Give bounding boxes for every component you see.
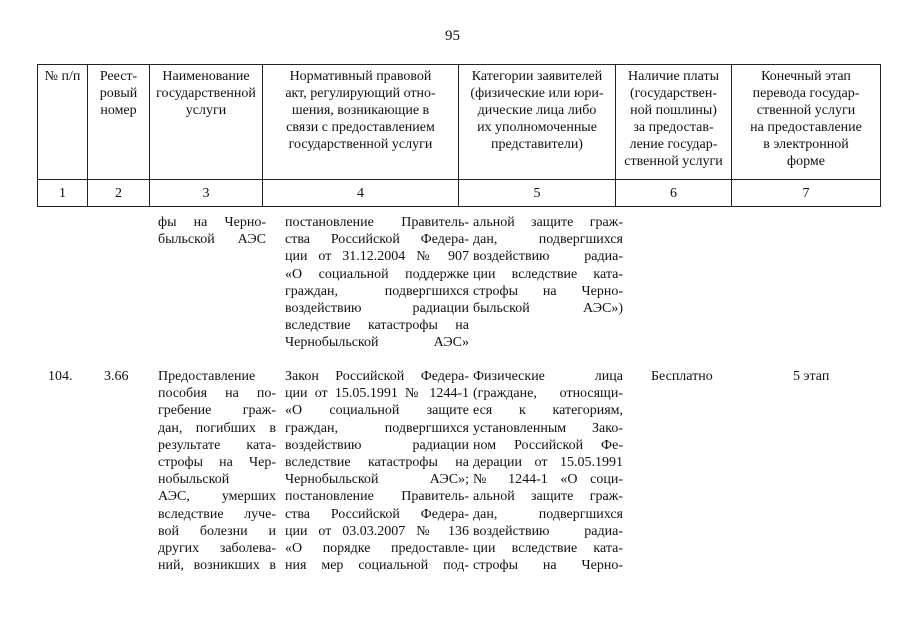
cell-text-line: гребение граж- — [158, 403, 276, 419]
header-line: ровый — [99, 86, 138, 101]
row-104-registry: 3.66 — [104, 369, 129, 384]
cell-text-line: установленным Зако- — [473, 420, 623, 436]
header-line: их уполномоченные — [477, 120, 597, 135]
row-104-legal-act-cell — [285, 368, 469, 574]
column-number: 5 — [459, 180, 616, 207]
header-line: Наличие платы — [627, 69, 720, 84]
cell-text-line: альной защите граж- — [473, 489, 623, 505]
cell-text-line: результате ката- — [158, 437, 276, 453]
cell-text-line: еся к категориям, — [473, 403, 623, 419]
cell-text-line: вследствие катастрофы на — [285, 318, 469, 334]
cell-text-line: ний, возникших в — [158, 558, 276, 574]
header-line: ление государ- — [629, 137, 718, 152]
cell-text-line: строфы на Черно- — [473, 283, 623, 299]
cell-text-line: Чернобыльской АЭС»; — [285, 472, 469, 488]
column-number: 4 — [263, 180, 459, 207]
header-line: Категории заявителей — [471, 69, 603, 84]
continuation-service-cell — [158, 214, 266, 248]
cell-text-line: АЭС, умерших — [158, 489, 276, 505]
header-line: (физические или юри- — [470, 86, 604, 101]
header-col-stage — [732, 65, 881, 180]
header-line: шения, возникающие в — [291, 103, 430, 118]
cell-text-line: Закон Российской Федера- — [285, 369, 469, 384]
header-line: за предостав- — [633, 120, 714, 135]
cell-text-line: № 1244-1 «О соци- — [473, 472, 623, 488]
header-line: дические лица либо — [477, 103, 597, 118]
cell-text-line: строфы на Черно- — [473, 558, 623, 574]
cell-text-line: воздействию радиации — [285, 300, 469, 316]
header-line: номер — [100, 103, 137, 118]
header-col-legal-act — [263, 65, 459, 180]
cell-text-line: дан, подвергшихся — [473, 232, 623, 248]
cell-text-line: постановление Правитель- — [285, 489, 469, 505]
column-number-row — [38, 180, 881, 207]
cell-text-line: «О порядке предоставле- — [285, 540, 469, 556]
header-line: акт, регулирующий отно- — [285, 86, 436, 101]
cell-text-line: ном Российской Фе- — [473, 437, 623, 453]
cell-text-line: воздействию радиации — [285, 437, 469, 453]
cell-text-line: Предоставление — [158, 369, 256, 384]
column-number: 6 — [616, 180, 732, 207]
header-line: связи с предоставлением — [286, 120, 435, 135]
header-line: Наименование — [162, 69, 250, 84]
header-col-registry — [88, 65, 150, 180]
row-104-number: 104. — [48, 369, 73, 384]
header-line: ной пошлины) — [630, 103, 717, 118]
cell-text-line: ства Российской Федера- — [285, 506, 469, 522]
continuation-legal-act-cell — [285, 214, 469, 352]
column-number: 1 — [38, 180, 88, 207]
header-line: представители) — [491, 137, 583, 152]
cell-text-line: быльской АЭС — [158, 232, 266, 248]
header-line: ственной услуги — [624, 154, 723, 169]
header-col-applicants — [459, 65, 616, 180]
column-number: 3 — [150, 180, 263, 207]
cell-text-line: строфы на Чер- — [158, 454, 276, 470]
header-line: Нормативный правовой — [289, 69, 432, 84]
cell-text-line: альной защите граж- — [473, 215, 623, 230]
cell-text-line: быльской АЭС») — [473, 300, 623, 316]
cell-text-line: ции от 03.03.2007 № 136 — [285, 523, 469, 539]
cell-text-line: граждан, подвергшихся — [285, 283, 469, 299]
header-line: государственной — [156, 86, 256, 101]
cell-text-line: дан, погибших в — [158, 420, 276, 436]
cell-text-line: дерации от 15.05.1991 — [473, 454, 623, 470]
header-line: № п/п — [44, 69, 81, 84]
header-line: ственной услуги — [756, 103, 856, 118]
row-104-stage: 5 этап — [793, 369, 830, 384]
header-line: (государствен- — [629, 86, 718, 101]
continuation-applicants-cell — [473, 214, 623, 317]
cell-text-line: ции от 15.05.1991 № 1244-1 — [285, 386, 469, 402]
header-line: в электронной — [763, 137, 849, 152]
cell-text-line: ства Российской Федера- — [285, 232, 469, 248]
cell-text-line: граждан, подвергшихся — [285, 420, 469, 436]
header-line: Конечный этап — [761, 69, 851, 84]
cell-text-line: вой болезни и — [158, 523, 276, 539]
cell-text-line: ния мер социальной под- — [285, 558, 469, 574]
page-number: 95 — [445, 28, 460, 44]
row-104-applicants-cell — [473, 368, 623, 574]
row-104-fee: Бесплатно — [651, 369, 713, 384]
services-table-header — [37, 64, 881, 207]
header-col-service — [150, 65, 263, 180]
cell-text-line: «О социальной защите — [285, 403, 469, 419]
cell-text-line: воздействию радиа- — [473, 523, 623, 539]
cell-text-line: ции вследствие ката- — [473, 266, 623, 282]
header-line: Реест- — [99, 69, 138, 84]
column-number: 7 — [732, 180, 881, 207]
header-line: перевода государ- — [752, 86, 860, 101]
cell-text-line: вследствие катастрофы на — [285, 454, 469, 470]
header-line: форме — [787, 154, 825, 169]
cell-text-line: постановление Правитель- — [285, 215, 469, 230]
cell-text-line: Физические лица — [473, 369, 623, 384]
cell-text-line: (граждане, относящи- — [473, 386, 623, 402]
cell-text-line: нобыльской — [158, 472, 230, 488]
cell-text-line: вследствие луче- — [158, 506, 276, 522]
cell-text-line: ции от 31.12.2004 № 907 — [285, 249, 469, 265]
cell-text-line: дан, подвергшихся — [473, 506, 623, 522]
cell-text-line: фы на Черно- — [158, 215, 266, 230]
header-line: государственной услуги — [288, 137, 433, 152]
cell-text-line: «О социальной поддержке — [285, 266, 469, 282]
header-col-number — [38, 65, 88, 180]
row-104-service-cell — [158, 368, 276, 574]
cell-text-line: пособия на по- — [158, 386, 276, 402]
header-row — [38, 65, 881, 180]
header-line: на предоставление — [750, 120, 862, 135]
column-number: 2 — [88, 180, 150, 207]
cell-text-line: воздействию радиа- — [473, 249, 623, 265]
header-col-fee — [616, 65, 732, 180]
header-line: услуги — [185, 103, 227, 118]
cell-text-line: других заболева- — [158, 540, 276, 556]
cell-text-line: ции вследствие ката- — [473, 540, 623, 556]
cell-text-line: Чернобыльской АЭС» — [285, 335, 469, 351]
